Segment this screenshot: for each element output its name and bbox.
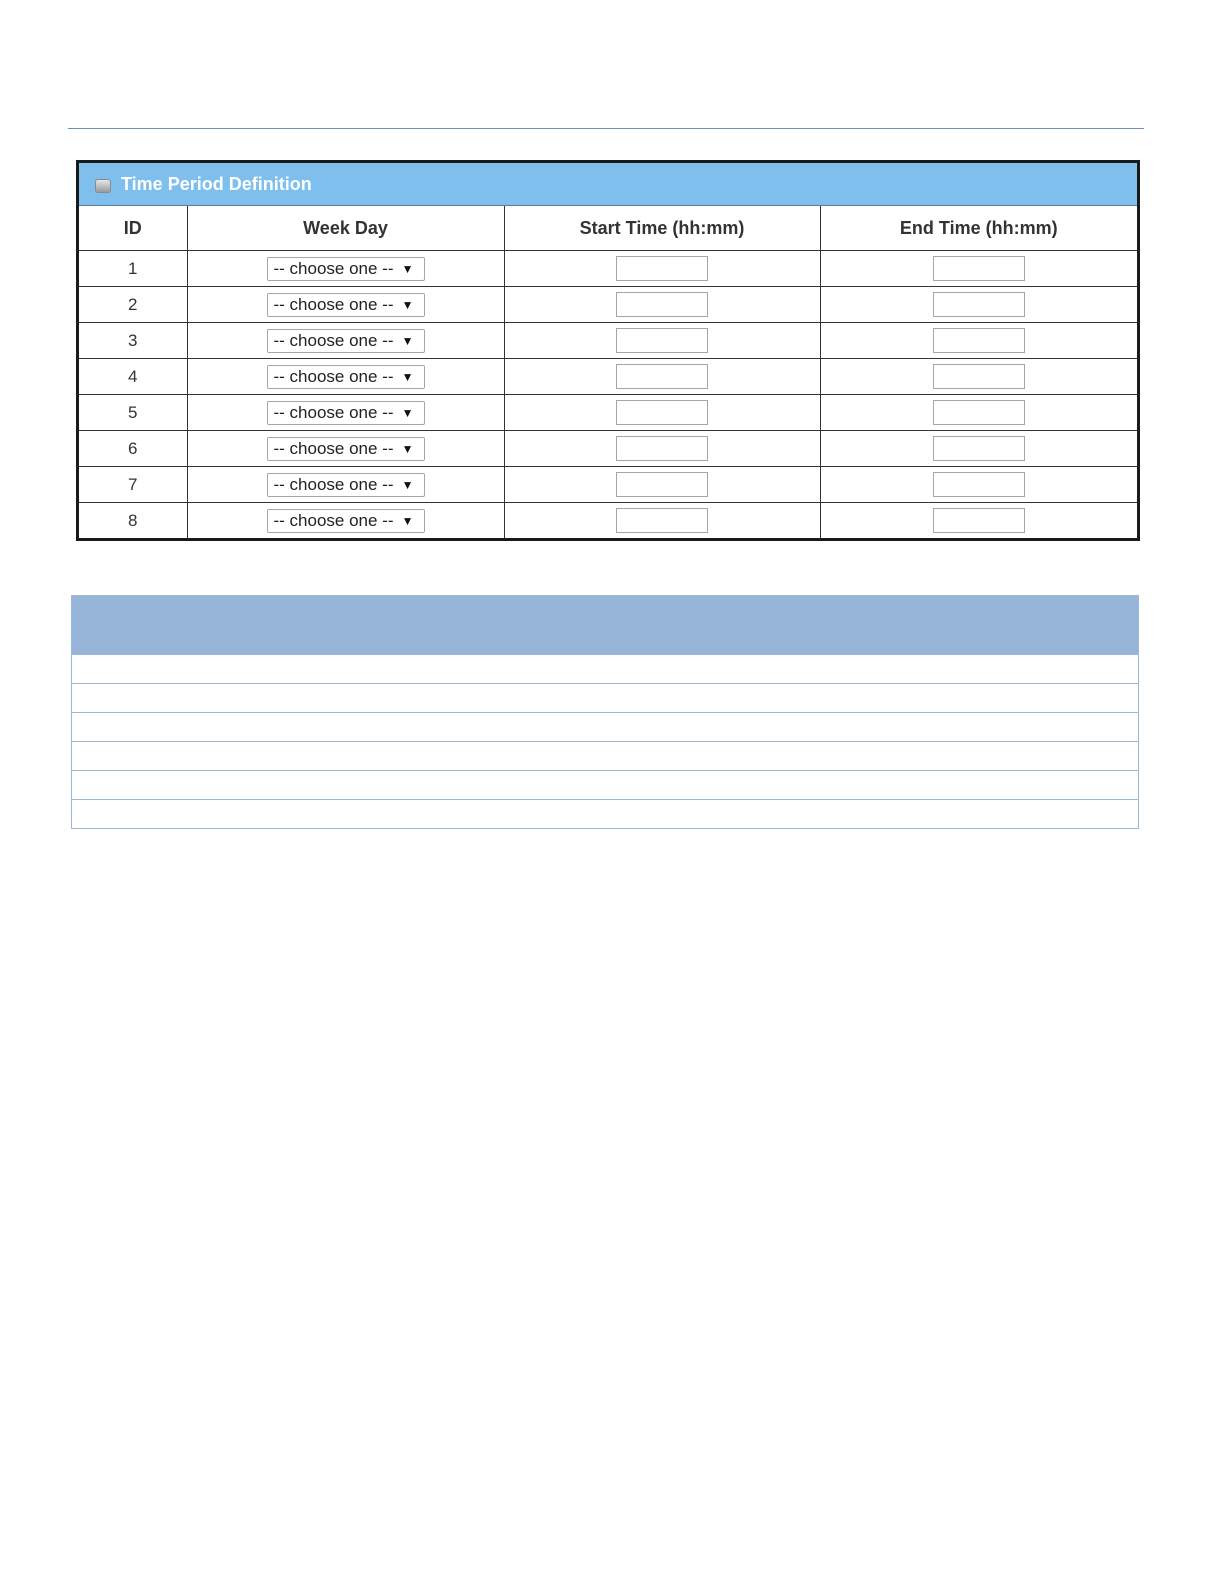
dropdown-arrow-icon: ▼: [401, 513, 414, 528]
week-day-select[interactable]: [267, 365, 425, 389]
week-day-cell: [187, 323, 504, 359]
week-day-cell: [187, 431, 504, 467]
week-day-select-value: -- choose one --: [273, 366, 394, 386]
row-id: 7: [79, 467, 187, 503]
row-id: 3: [79, 323, 187, 359]
week-day-cell: [187, 287, 504, 323]
end-time-input[interactable]: [933, 472, 1025, 497]
end-time-input[interactable]: [933, 436, 1025, 461]
start-time-input[interactable]: [616, 328, 708, 353]
row-id: 1: [79, 251, 187, 287]
table-row: [79, 251, 1137, 287]
table-row: [79, 431, 1137, 467]
column-header-end-time: End Time (hh:mm): [820, 206, 1137, 251]
panel-bullet-icon: [95, 179, 111, 193]
empty-table-row: [72, 712, 1138, 741]
panel-title: Time Period Definition: [121, 173, 312, 194]
empty-table-row: [72, 654, 1138, 683]
empty-table-row: [72, 770, 1138, 799]
week-day-select[interactable]: [267, 401, 425, 425]
week-day-cell: [187, 467, 504, 503]
start-time-cell: [504, 251, 820, 287]
start-time-input[interactable]: [616, 436, 708, 461]
dropdown-arrow-icon: ▼: [401, 477, 414, 492]
top-divider: [68, 128, 1144, 129]
end-time-input[interactable]: [933, 364, 1025, 389]
week-day-cell: [187, 251, 504, 287]
start-time-cell: [504, 467, 820, 503]
start-time-input[interactable]: [616, 508, 708, 533]
start-time-cell: [504, 395, 820, 431]
week-day-cell: [187, 395, 504, 431]
panel-header: [79, 163, 1137, 206]
start-time-cell: [504, 287, 820, 323]
table-row: [79, 359, 1137, 395]
week-day-select[interactable]: [267, 473, 425, 497]
dropdown-arrow-icon: ▼: [401, 405, 414, 420]
start-time-cell: [504, 359, 820, 395]
dropdown-arrow-icon: ▼: [401, 369, 414, 384]
end-time-cell: [820, 431, 1137, 467]
start-time-cell: [504, 503, 820, 539]
empty-table-row: [72, 799, 1138, 828]
start-time-input[interactable]: [616, 292, 708, 317]
table-row: [79, 287, 1137, 323]
end-time-cell: [820, 359, 1137, 395]
week-day-select[interactable]: [267, 329, 425, 353]
end-time-cell: [820, 287, 1137, 323]
start-time-cell: [504, 431, 820, 467]
row-id: 5: [79, 395, 187, 431]
week-day-select-value: -- choose one --: [273, 330, 394, 350]
end-time-input[interactable]: [933, 256, 1025, 281]
table-row: [79, 503, 1137, 539]
end-time-cell: [820, 467, 1137, 503]
end-time-input[interactable]: [933, 400, 1025, 425]
empty-table-row: [72, 741, 1138, 770]
column-header-id: ID: [79, 206, 187, 251]
empty-table-row: [72, 683, 1138, 712]
week-day-select-value: -- choose one --: [273, 438, 394, 458]
dropdown-arrow-icon: ▼: [401, 333, 414, 348]
dropdown-arrow-icon: ▼: [401, 297, 414, 312]
row-id: 6: [79, 431, 187, 467]
week-day-cell: [187, 503, 504, 539]
row-id: 8: [79, 503, 187, 539]
empty-table-header: [72, 596, 1138, 654]
row-id: 4: [79, 359, 187, 395]
start-time-input[interactable]: [616, 400, 708, 425]
table-header-row: [79, 206, 1137, 251]
week-day-cell: [187, 359, 504, 395]
start-time-input[interactable]: [616, 256, 708, 281]
start-time-input[interactable]: [616, 472, 708, 497]
end-time-input[interactable]: [933, 328, 1025, 353]
week-day-select[interactable]: [267, 257, 425, 281]
week-day-select-value: -- choose one --: [273, 474, 394, 494]
table-row: [79, 467, 1137, 503]
dropdown-arrow-icon: ▼: [401, 261, 414, 276]
end-time-input[interactable]: [933, 292, 1025, 317]
week-day-select[interactable]: [267, 293, 425, 317]
row-id: 2: [79, 287, 187, 323]
week-day-select-value: -- choose one --: [273, 258, 394, 278]
end-time-cell: [820, 503, 1137, 539]
week-day-select-value: -- choose one --: [273, 510, 394, 530]
time-period-definition-panel: [76, 160, 1140, 541]
week-day-select-value: -- choose one --: [273, 294, 394, 314]
end-time-cell: [820, 251, 1137, 287]
week-day-select-value: -- choose one --: [273, 402, 394, 422]
column-header-start-time: Start Time (hh:mm): [504, 206, 820, 251]
empty-table: [71, 595, 1139, 829]
end-time-cell: [820, 323, 1137, 359]
end-time-cell: [820, 395, 1137, 431]
table-row: [79, 323, 1137, 359]
end-time-input[interactable]: [933, 508, 1025, 533]
dropdown-arrow-icon: ▼: [401, 441, 414, 456]
start-time-cell: [504, 323, 820, 359]
time-period-table: [79, 206, 1137, 538]
week-day-select[interactable]: [267, 437, 425, 461]
column-header-week-day: Week Day: [187, 206, 504, 251]
week-day-select[interactable]: [267, 509, 425, 533]
table-row: [79, 395, 1137, 431]
start-time-input[interactable]: [616, 364, 708, 389]
